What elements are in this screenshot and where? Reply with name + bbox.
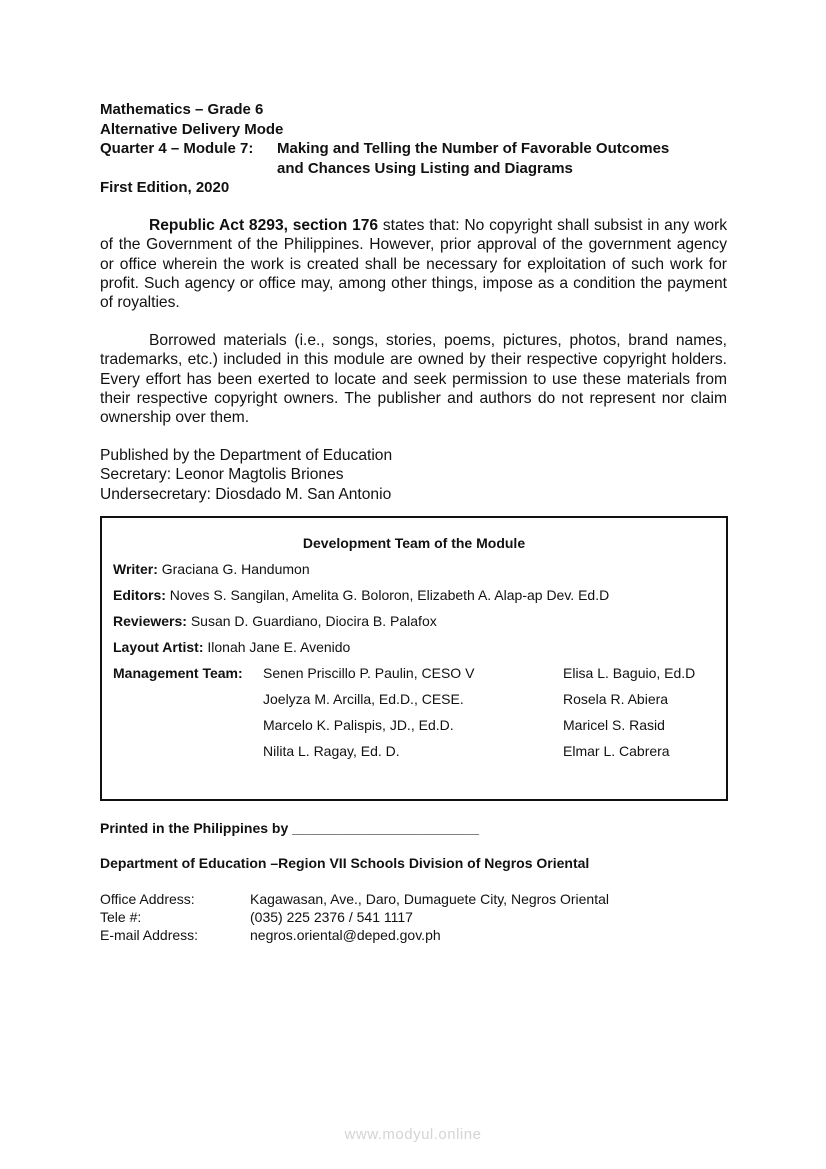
- secretary: Secretary: Leonor Magtolis Briones: [100, 466, 344, 484]
- development-team-box: [100, 516, 728, 801]
- edition: First Edition, 2020: [100, 179, 230, 196]
- editors-names: Noves S. Sangilan, Amelita G. Boloron, Elizabeth A. Alap-ap Dev. Ed.D: [165, 587, 610, 603]
- module-title-line1: [100, 139, 669, 159]
- management-member: Senen Priscillo P. Paulin, CESO V: [263, 665, 475, 681]
- email-address: negros.oriental@deped.gov.ph: [250, 927, 441, 943]
- writer-name: Graciana G. Handumon: [157, 561, 310, 577]
- reviewers-row: [113, 613, 437, 629]
- tele-label: Tele #:: [100, 909, 142, 925]
- editors-row: [113, 587, 609, 603]
- management-member: Nilita L. Ragay, Ed. D.: [263, 743, 400, 759]
- office-address-label: Office Address:: [100, 891, 195, 907]
- undersecretary: Undersecretary: Diosdado M. San Antonio: [100, 485, 392, 503]
- management-member: Elisa L. Baguio, Ed.D: [563, 665, 696, 681]
- email-label: E-mail Address:: [100, 927, 199, 943]
- layout-artist-row: [113, 639, 350, 655]
- reviewers-names: Susan D. Guardiano, Diocira B. Palafox: [186, 613, 437, 629]
- copyright-text: states that: No copyright shall subsist in any work of the Government of the Philippines. However, prior approval of the government agency or office wherein the work is created shall be necessary for exploitation of such work for profit. Such agency or office may, among other things, impose as a condition the payment of royalties.: [100, 217, 727, 312]
- editors-label: Editors:: [113, 587, 166, 603]
- division-name: Department of Education –Region VII Schools Division of Negros Oriental: [100, 855, 590, 871]
- office-address: Kagawasan, Ave., Daro, Dumaguete City, Negros Oriental: [250, 891, 609, 907]
- subject-grade: Mathematics – Grade 6: [100, 101, 264, 118]
- writer-label: Writer:: [113, 561, 158, 577]
- layout-artist-name: Ilonah Jane E. Avenido: [203, 639, 351, 655]
- management-member: Elmar L. Cabrera: [563, 743, 670, 759]
- watermark: www.modyul.online: [344, 1126, 482, 1143]
- module-header: [100, 100, 669, 198]
- tele-row: [100, 908, 609, 926]
- reviewers-label: Reviewers:: [113, 613, 187, 629]
- management-member: Maricel S. Rasid: [563, 717, 665, 733]
- management-member: Joelyza M. Arcilla, Ed.D., CESE.: [263, 691, 464, 707]
- published-by: Published by the Department of Education: [100, 447, 393, 464]
- module-title-line2: and Chances Using Listing and Diagrams: [277, 159, 573, 177]
- copyright-paragraph: [100, 216, 727, 312]
- dev-team-title: Development Team of the Module: [302, 535, 526, 551]
- publisher-info: [100, 446, 392, 504]
- email-row: [100, 926, 609, 944]
- contact-info: [100, 890, 609, 944]
- management-member: Marcelo K. Palispis, JD., Ed.D.: [263, 717, 454, 733]
- module-title: Making and Telling the Number of Favorable Outcomes: [277, 140, 670, 157]
- quarter-label: Quarter 4 – Module 7:: [100, 140, 254, 157]
- layout-artist-label: Layout Artist:: [113, 639, 204, 655]
- office-address-row: [100, 890, 609, 908]
- tele-number: (035) 225 2376 / 541 1117: [250, 909, 413, 925]
- copyright-law: Republic Act 8293, section 176: [149, 217, 379, 234]
- management-member: Rosela R. Abiera: [563, 691, 669, 707]
- printed-by: Printed in the Philippines by ________________________: [100, 820, 479, 836]
- borrowed-materials-paragraph: [100, 331, 727, 427]
- delivery-mode: Alternative Delivery Mode: [100, 120, 284, 138]
- writer-row: [113, 561, 310, 577]
- management-team-label: Management Team:: [113, 665, 243, 681]
- borrowed-text: Borrowed materials (i.e., songs, stories, poems, pictures, photos, brand names, trademarks, etc.) included in this module are owned by their respective copyright holders. Every effort has been exerted to locate and seek permission to use these materials from their respective copyright owners. The publisher and authors do not represent nor claim ownership over them.: [100, 332, 727, 427]
